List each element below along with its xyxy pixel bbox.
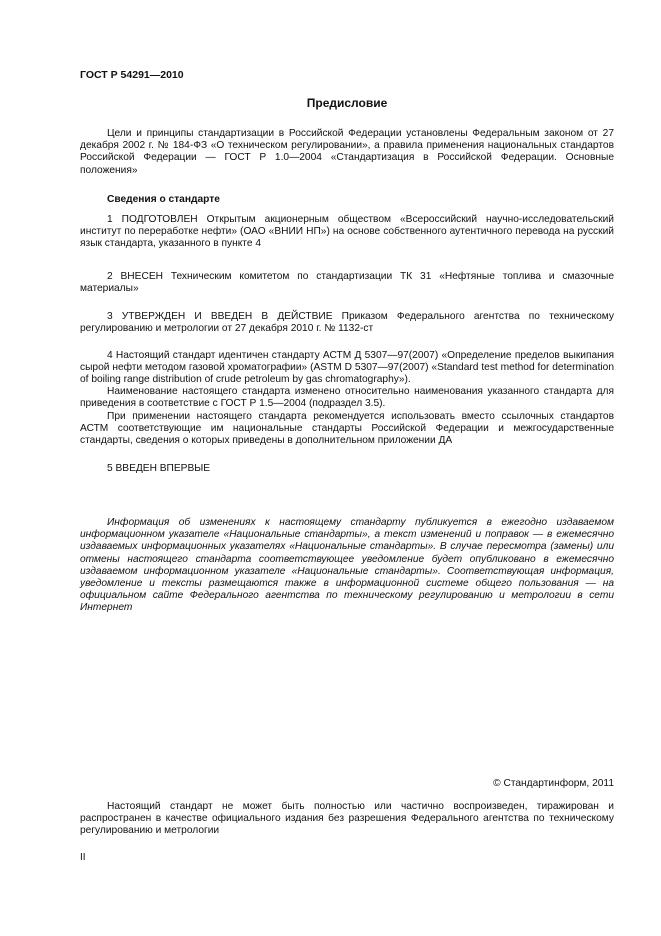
notice-paragraph: Информация об изменениях к настоящему стандарту публикуется в ежегодно издаваемом информационном указателе «Национальные стандарты», а текст изменений и поправок — в ежемесячно издаваемых информационных указателях «Национальные стандарты». В случае пересмотра (замены) или отмены настоящего стандарта соответствующее уведомление будет опубликовано в ежемесячно издаваемом информационном указателе «Национальные стандарты». Соответствующая информация, уведомление и тексты размещаются также в информационной системе общего пользования — на официальном сайте Федерального агентства по техническому регулированию и метрологии в сети Интернет [80,517,614,614]
item-4-note-a: Наименование настоящего стандарта изменено относительно наименования указанного стандарта для приведения в соответствие с ГОСТ Р 1.5—2004 (подраздел 3.5). [80,386,614,410]
item-4-note-b: При применении настоящего стандарта рекомендуется использовать вместо ссылочных стандартов АСТМ соответствующие им национальные стандарты Российской Федерации и межгосударственные стандарты, сведения о которых приведены в дополнительном приложении ДА [80,411,614,447]
item-5: 5 ВВЕДЕН ВПЕРВЫЕ [107,463,211,474]
copyright: © Стандартинформ, 2011 [493,778,614,789]
item-3: 3 УТВЕРЖДЕН И ВВЕДЕН В ДЕЙСТВИЕ Приказом Федерального агентства по техническому регулированию и метрологии от 27 декабря 2010 г. № 1132-ст [80,311,614,335]
page-number: II [80,852,86,863]
footer-notice: Настоящий стандарт не может быть полностью или частично воспроизведен, тиражирован и распространен в качестве официального издания без разрешения Федерального агентства по техническому регулированию и метрологии [80,801,614,837]
intro-paragraph: Цели и принципы стандартизации в Российской Федерации установлены Федеральным законом от 27 декабря 2002 г. № 184-ФЗ «О техническом регулировании», а правила применения национальных стандартов Российской Федерации — ГОСТ Р 1.0—2004 «Стандартизация в Российской Федерации. Основные положения» [80,128,614,176]
page-title: Предисловие [306,96,388,110]
item-1: 1 ПОДГОТОВЛЕН Открытым акционерным обществом «Всероссийский научно-исследовательский институт по переработке нефти» (ОАО «ВНИИ НП») на основе собственного аутентичного перевода на русский язык стандарта, указанного в пункте 4 [80,214,614,250]
document-header: ГОСТ Р 54291—2010 [80,69,184,81]
item-4: 4 Настоящий стандарт идентичен стандарту АСТМ Д 5307—97(2007) «Определение пределов выкипания сырой нефти методом газовой хроматографии» (ASTM D 5307—97(2007) «Standard test method for determination of boiling range distribution of crude petroleum by gas chromatography»). [80,350,614,386]
item-2: 2 ВНЕСЕН Техническим комитетом по стандартизации ТК 31 «Нефтяные топлива и смазочные материалы» [80,271,614,295]
section-title: Сведения о стандарте [107,194,220,205]
